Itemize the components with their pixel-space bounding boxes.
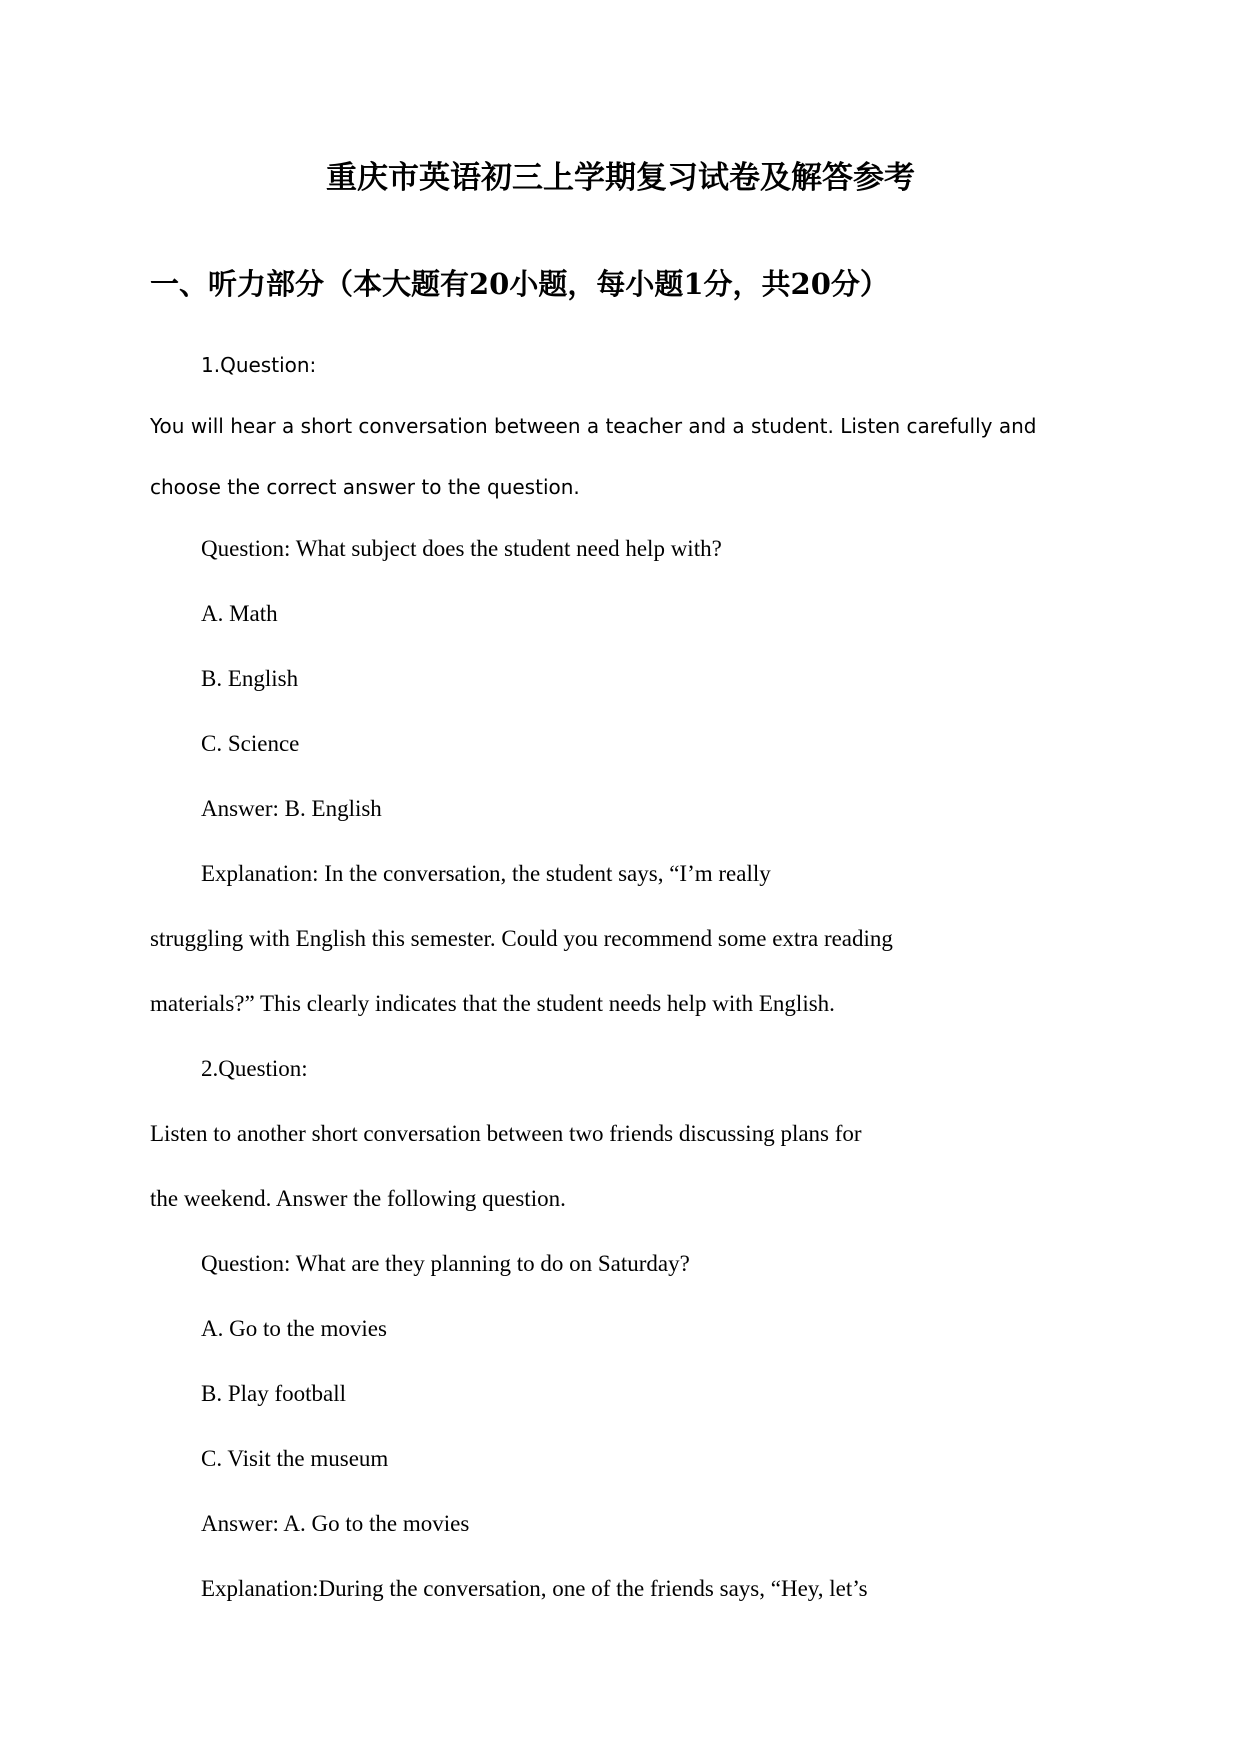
- question-2-number: 2.Question:: [201, 1056, 308, 1081]
- question-1-explanation-line-1: Explanation: In the conversation, the student says, “I’m really: [201, 861, 771, 886]
- question-1-number: 1.Question:: [201, 353, 317, 377]
- question-2-prompt-line-1: Listen to another short conversation between two friends discussing plans for: [150, 1121, 862, 1146]
- question-1-explanation-line-3: materials?” This clearly indicates that the student needs help with English.: [150, 991, 835, 1016]
- document-title: 重庆市英语初三上学期复习试卷及解答参考: [326, 160, 915, 196]
- question-2-explanation-line-1: Explanation:During the conversation, one of the friends says, “Hey, let’s: [201, 1576, 868, 1601]
- question-1-option-b: B. English: [201, 666, 299, 691]
- question-2-option-a: A. Go to the movies: [201, 1316, 387, 1341]
- question-1-option-c: C. Science: [201, 731, 300, 756]
- question-1-prompt-line-1: You will hear a short conversation between a teacher and a student. Listen carefully and: [150, 414, 1037, 438]
- question-1-option-a: A. Math: [201, 601, 278, 626]
- question-2-text: Question: What are they planning to do on Saturday?: [201, 1251, 690, 1276]
- question-2-option-c: C. Visit the museum: [201, 1446, 389, 1471]
- question-1-answer: Answer: B. English: [201, 796, 382, 821]
- question-2-option-b: B. Play football: [201, 1381, 347, 1406]
- question-1-explanation-line-2: struggling with English this semester. Could you recommend some extra reading: [150, 926, 893, 951]
- question-2-answer: Answer: A. Go to the movies: [201, 1511, 470, 1536]
- section-heading-listening: 一、听力部分（本大题有20小题，每小题1分，共20分）: [150, 267, 889, 301]
- question-2-prompt-line-2: the weekend. Answer the following question.: [150, 1186, 566, 1211]
- question-1-text: Question: What subject does the student need help with?: [201, 536, 722, 561]
- question-1-prompt-line-2: choose the correct answer to the question.: [150, 475, 580, 499]
